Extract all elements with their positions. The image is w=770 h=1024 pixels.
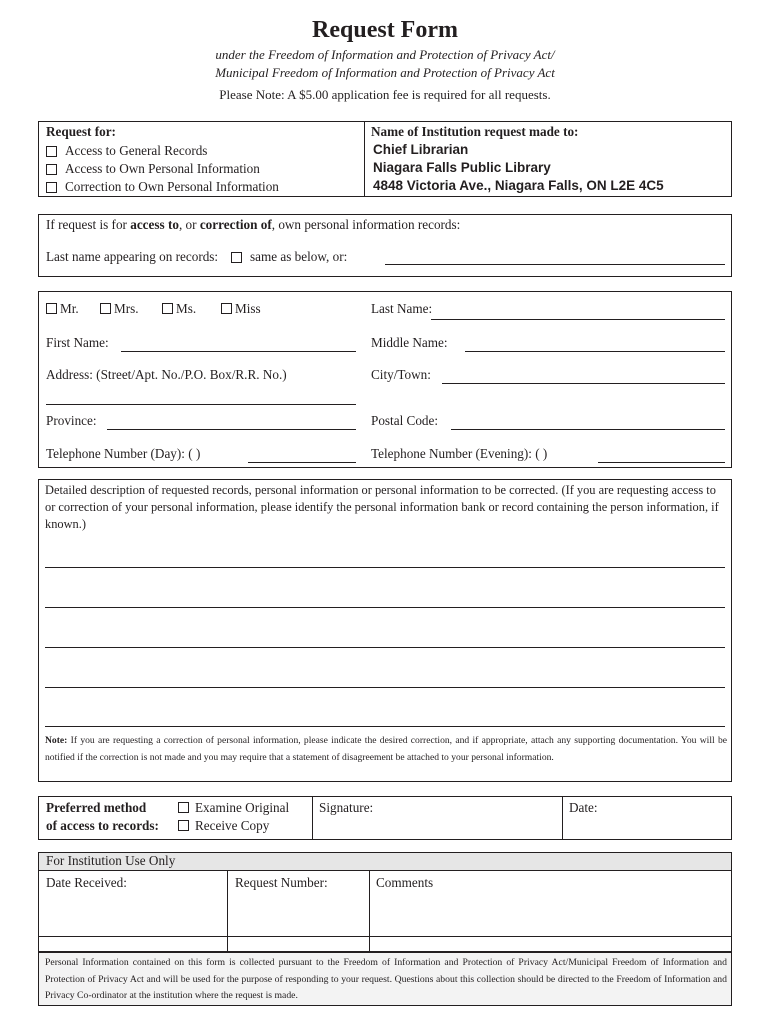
description-line-2[interactable] (45, 607, 725, 608)
middle-name-field[interactable] (465, 351, 725, 352)
institution-line-3: 4848 Victoria Ave., Niagara Falls, ON L2E 4C5 (373, 178, 664, 193)
miss-label: Miss (235, 301, 261, 316)
own-info-checkbox[interactable] (46, 164, 57, 175)
institution-label: Name of Institution request made to: (371, 124, 579, 139)
province-field[interactable] (107, 429, 356, 430)
correction-label: Correction to Own Personal Information (65, 179, 279, 194)
address-label: Address: (Street/Apt. No./P.O. Box/R.R. No.) (46, 367, 287, 382)
first-name-field[interactable] (121, 351, 356, 352)
institution-divider-1 (227, 870, 228, 952)
institution-line-2: Niagara Falls Public Library (373, 160, 551, 175)
general-records-label: Access to General Records (65, 143, 208, 158)
same-as-below-label: same as below, or: (250, 249, 348, 264)
examine-original-label: Examine Original (195, 800, 290, 815)
first-name-label: First Name: (46, 335, 109, 350)
own-info-bold-correction: correction of (199, 217, 272, 232)
description-line-4[interactable] (45, 687, 725, 688)
fee-note: Please Note: A $5.00 application fee is required for all requests. (219, 87, 551, 102)
own-info-suffix: , own personal information records: (271, 217, 461, 232)
middle-name-label: Middle Name: (371, 335, 448, 350)
page-title: Request Form (312, 17, 458, 43)
examine-original-checkbox[interactable] (178, 802, 189, 813)
own-info-label: Access to Own Personal Information (65, 161, 260, 176)
receive-copy-label: Receive Copy (195, 818, 270, 833)
address-field[interactable] (46, 404, 356, 405)
records-last-name-label: Last name appearing on records: (46, 249, 219, 264)
correction-note-label: Note: (45, 735, 68, 746)
footer-notice-text: Personal Information contained on this form is collected pursuant to the Freedom of Information and Protection of Privacy Act/Municipal Freedom of Information and Protection of Privacy Act and will be used for the purpose of responding to your request. Questions about this collection should be directed to the Freedom of Information and Privacy Co-ordinator at the institution where the request is made. (45, 957, 727, 1001)
signature-field[interactable] (313, 818, 561, 839)
institution-divider-2 (369, 870, 370, 952)
request-number-label: Request Number: (235, 875, 328, 890)
description-line-3[interactable] (45, 647, 725, 648)
ms-label: Ms. (176, 301, 197, 316)
tel-day-label: Telephone Number (Day): ( ) (46, 446, 201, 461)
miss-checkbox[interactable] (221, 303, 232, 314)
general-records-checkbox[interactable] (46, 146, 57, 157)
city-field[interactable] (442, 383, 725, 384)
description-line-1[interactable] (45, 567, 725, 568)
mr-label: Mr. (60, 301, 79, 316)
postal-code-field[interactable] (451, 429, 725, 430)
same-as-below-checkbox[interactable] (231, 252, 242, 263)
own-info-mid: , or (178, 217, 200, 232)
own-info-bold-access: access to (130, 217, 179, 232)
own-info-instruction (46, 217, 460, 233)
mrs-checkbox[interactable] (100, 303, 111, 314)
mrs-label: Mrs. (114, 301, 139, 316)
last-name-field[interactable] (431, 319, 725, 320)
request-for-label: Request for: (46, 124, 116, 139)
preferred-method-label-2: of access to records: (46, 818, 159, 833)
ms-checkbox[interactable] (162, 303, 173, 314)
date-label: Date: (569, 800, 598, 815)
tel-evening-label: Telephone Number (Evening): ( ) (371, 446, 548, 461)
province-label: Province: (46, 413, 97, 428)
institution-use-title: For Institution Use Only (46, 853, 176, 868)
request-for-divider (364, 121, 365, 197)
tel-evening-field[interactable] (598, 462, 725, 463)
correction-checkbox[interactable] (46, 182, 57, 193)
correction-note (45, 732, 727, 766)
institution-use-header-line (38, 870, 732, 871)
date-field[interactable] (563, 818, 731, 839)
description-instructions: Detailed description of requested records, personal information or personal information to be corrected. (If you are requesting access to or correction of your personal information, please identify the personal information bank or record containing the person information, if known.) (45, 483, 719, 531)
tel-day-field[interactable] (248, 462, 356, 463)
city-label: City/Town: (371, 367, 431, 382)
mr-checkbox[interactable] (46, 303, 57, 314)
institution-bottom-line (38, 936, 732, 937)
date-received-label: Date Received: (46, 875, 127, 890)
signature-label: Signature: (319, 800, 374, 815)
records-last-name-field[interactable] (385, 264, 725, 265)
own-info-prefix: If request is for (46, 217, 131, 232)
description-line-5[interactable] (45, 726, 725, 727)
preferred-method-label-1: Preferred method (46, 800, 147, 815)
last-name-label: Last Name: (371, 301, 433, 316)
subtitle-line-1: under the Freedom of Information and Protection of Privacy Act/ (215, 47, 555, 62)
subtitle-line-2: Municipal Freedom of Information and Protection of Privacy Act (215, 65, 555, 80)
postal-code-label: Postal Code: (371, 413, 439, 428)
comments-label: Comments (376, 875, 434, 890)
institution-line-1: Chief Librarian (373, 142, 469, 157)
correction-note-text: If you are requesting a correction of personal information, please indicate the desired correction, and if appropriate, attach any supporting documentation. You will be notified if the correction is not made and you may require that a statement of disagreement be attached to your personal information. (45, 735, 727, 763)
receive-copy-checkbox[interactable] (178, 820, 189, 831)
